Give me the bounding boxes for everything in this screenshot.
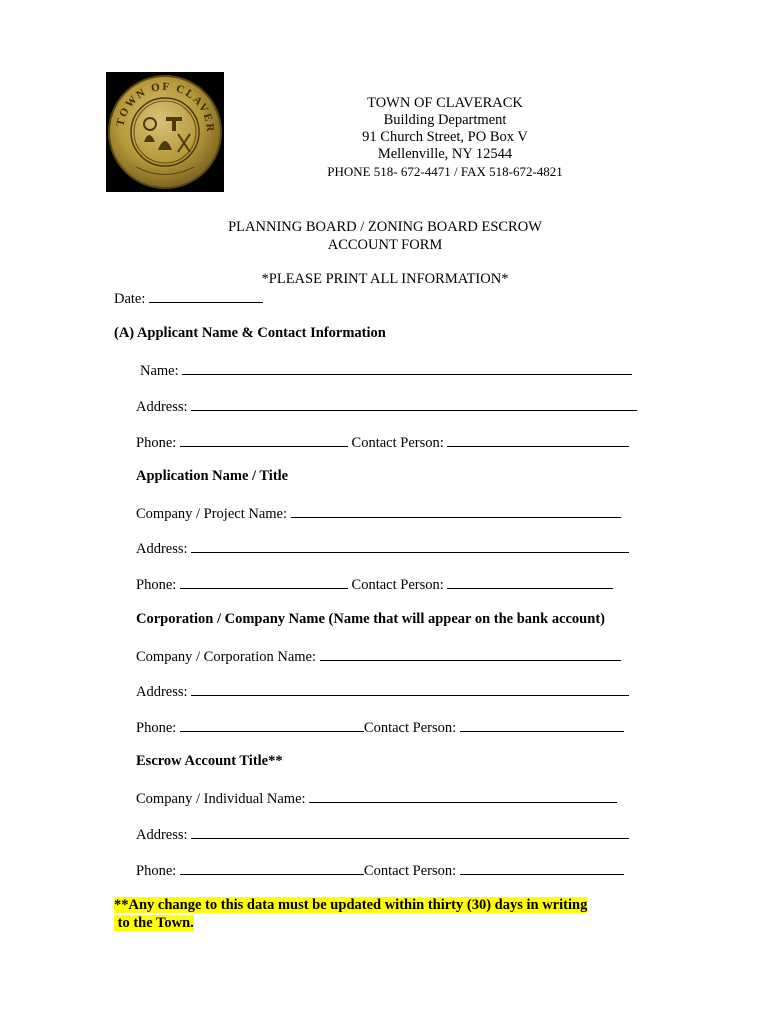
phone-label: Phone: xyxy=(136,577,177,593)
date-input-line[interactable] xyxy=(149,289,263,303)
escrow-address-input[interactable] xyxy=(191,825,629,839)
phone-fax: PHONE 518- 672-4471 / FAX 518-672-4821 xyxy=(327,164,563,179)
project-phone-input[interactable] xyxy=(180,575,348,589)
escrow-phone-field xyxy=(136,861,624,880)
escrow-name-field xyxy=(136,789,617,808)
escrow-phone-input[interactable] xyxy=(180,861,364,875)
corporation-address-field xyxy=(136,682,629,701)
applicant-name-field xyxy=(140,361,632,380)
svg-text:TOWN OF CLAVERACK: TOWN OF CLAVER xyxy=(114,80,217,134)
date-field xyxy=(114,289,263,308)
seal-icon xyxy=(106,72,224,192)
phone-label: Phone: xyxy=(136,863,177,879)
applicant-phone-input[interactable] xyxy=(180,433,348,447)
town-header xyxy=(280,95,610,180)
contact-person-label: Contact Person: xyxy=(351,435,444,451)
address-label: Address: xyxy=(136,541,188,557)
date-label: Date: xyxy=(114,291,146,307)
address-label: Address: xyxy=(136,399,188,415)
project-name-input[interactable] xyxy=(291,504,621,518)
project-phone-field xyxy=(136,575,613,594)
applicant-phone-field xyxy=(136,433,629,452)
applicant-contact-input[interactable] xyxy=(447,433,629,447)
escrow-name-label: Company / Individual Name: xyxy=(136,791,306,807)
corporation-name-input[interactable] xyxy=(320,647,621,661)
print-instruction: *PLEASE PRINT ALL INFORMATION* xyxy=(261,271,509,287)
applicant-address-input[interactable] xyxy=(191,397,637,411)
escrow-contact-input[interactable] xyxy=(460,861,624,875)
applicant-name-input[interactable] xyxy=(182,361,632,375)
applicant-address-field xyxy=(136,397,637,416)
section-a-heading: (A) Applicant Name & Contact Information xyxy=(114,325,386,341)
address-label: Address: xyxy=(136,827,188,843)
project-name-field xyxy=(136,504,621,523)
form-title-line1: PLANNING BOARD / ZONING BOARD ESCROW xyxy=(228,219,542,235)
contact-person-label: Contact Person: xyxy=(351,577,444,593)
corporation-name-label: Company / Corporation Name: xyxy=(136,649,317,665)
city-address: Mellenville, NY 12544 xyxy=(377,146,513,162)
project-contact-input[interactable] xyxy=(447,575,613,589)
department-name: Building Department xyxy=(383,112,507,128)
town-name: TOWN OF CLAVERACK xyxy=(367,95,523,111)
footnote-line1: **Any change to this data must be updated within thirty (30) days in writing xyxy=(114,897,588,913)
form-title xyxy=(180,218,590,254)
escrow-name-input[interactable] xyxy=(309,789,617,803)
corporation-name-field xyxy=(136,647,621,666)
phone-label: Phone: xyxy=(136,435,177,451)
footnote-line2: to the Town. xyxy=(114,915,194,931)
corporation-contact-input[interactable] xyxy=(460,718,624,732)
project-address-field xyxy=(136,539,629,558)
contact-person-label: Contact Person: xyxy=(363,720,457,736)
contact-person-label: Contact Person: xyxy=(363,863,457,879)
address-label: Address: xyxy=(136,684,188,700)
phone-label: Phone: xyxy=(136,720,177,736)
town-seal-logo xyxy=(106,72,224,192)
corporation-address-input[interactable] xyxy=(191,682,629,696)
application-heading: Application Name / Title xyxy=(136,468,289,484)
corporation-phone-field xyxy=(136,718,624,737)
project-name-label: Company / Project Name: xyxy=(136,506,288,522)
corporation-heading: Corporation / Company Name (Name that will appear on the bank account) xyxy=(136,611,605,627)
project-address-input[interactable] xyxy=(191,539,629,553)
form-title-line2: ACCOUNT FORM xyxy=(327,237,443,253)
street-address: 91 Church Street, PO Box V xyxy=(362,129,528,145)
footnote xyxy=(114,896,587,932)
escrow-address-field xyxy=(136,825,629,844)
name-label: Name: xyxy=(140,363,179,379)
escrow-heading: Escrow Account Title** xyxy=(136,753,283,769)
corporation-phone-input[interactable] xyxy=(180,718,364,732)
